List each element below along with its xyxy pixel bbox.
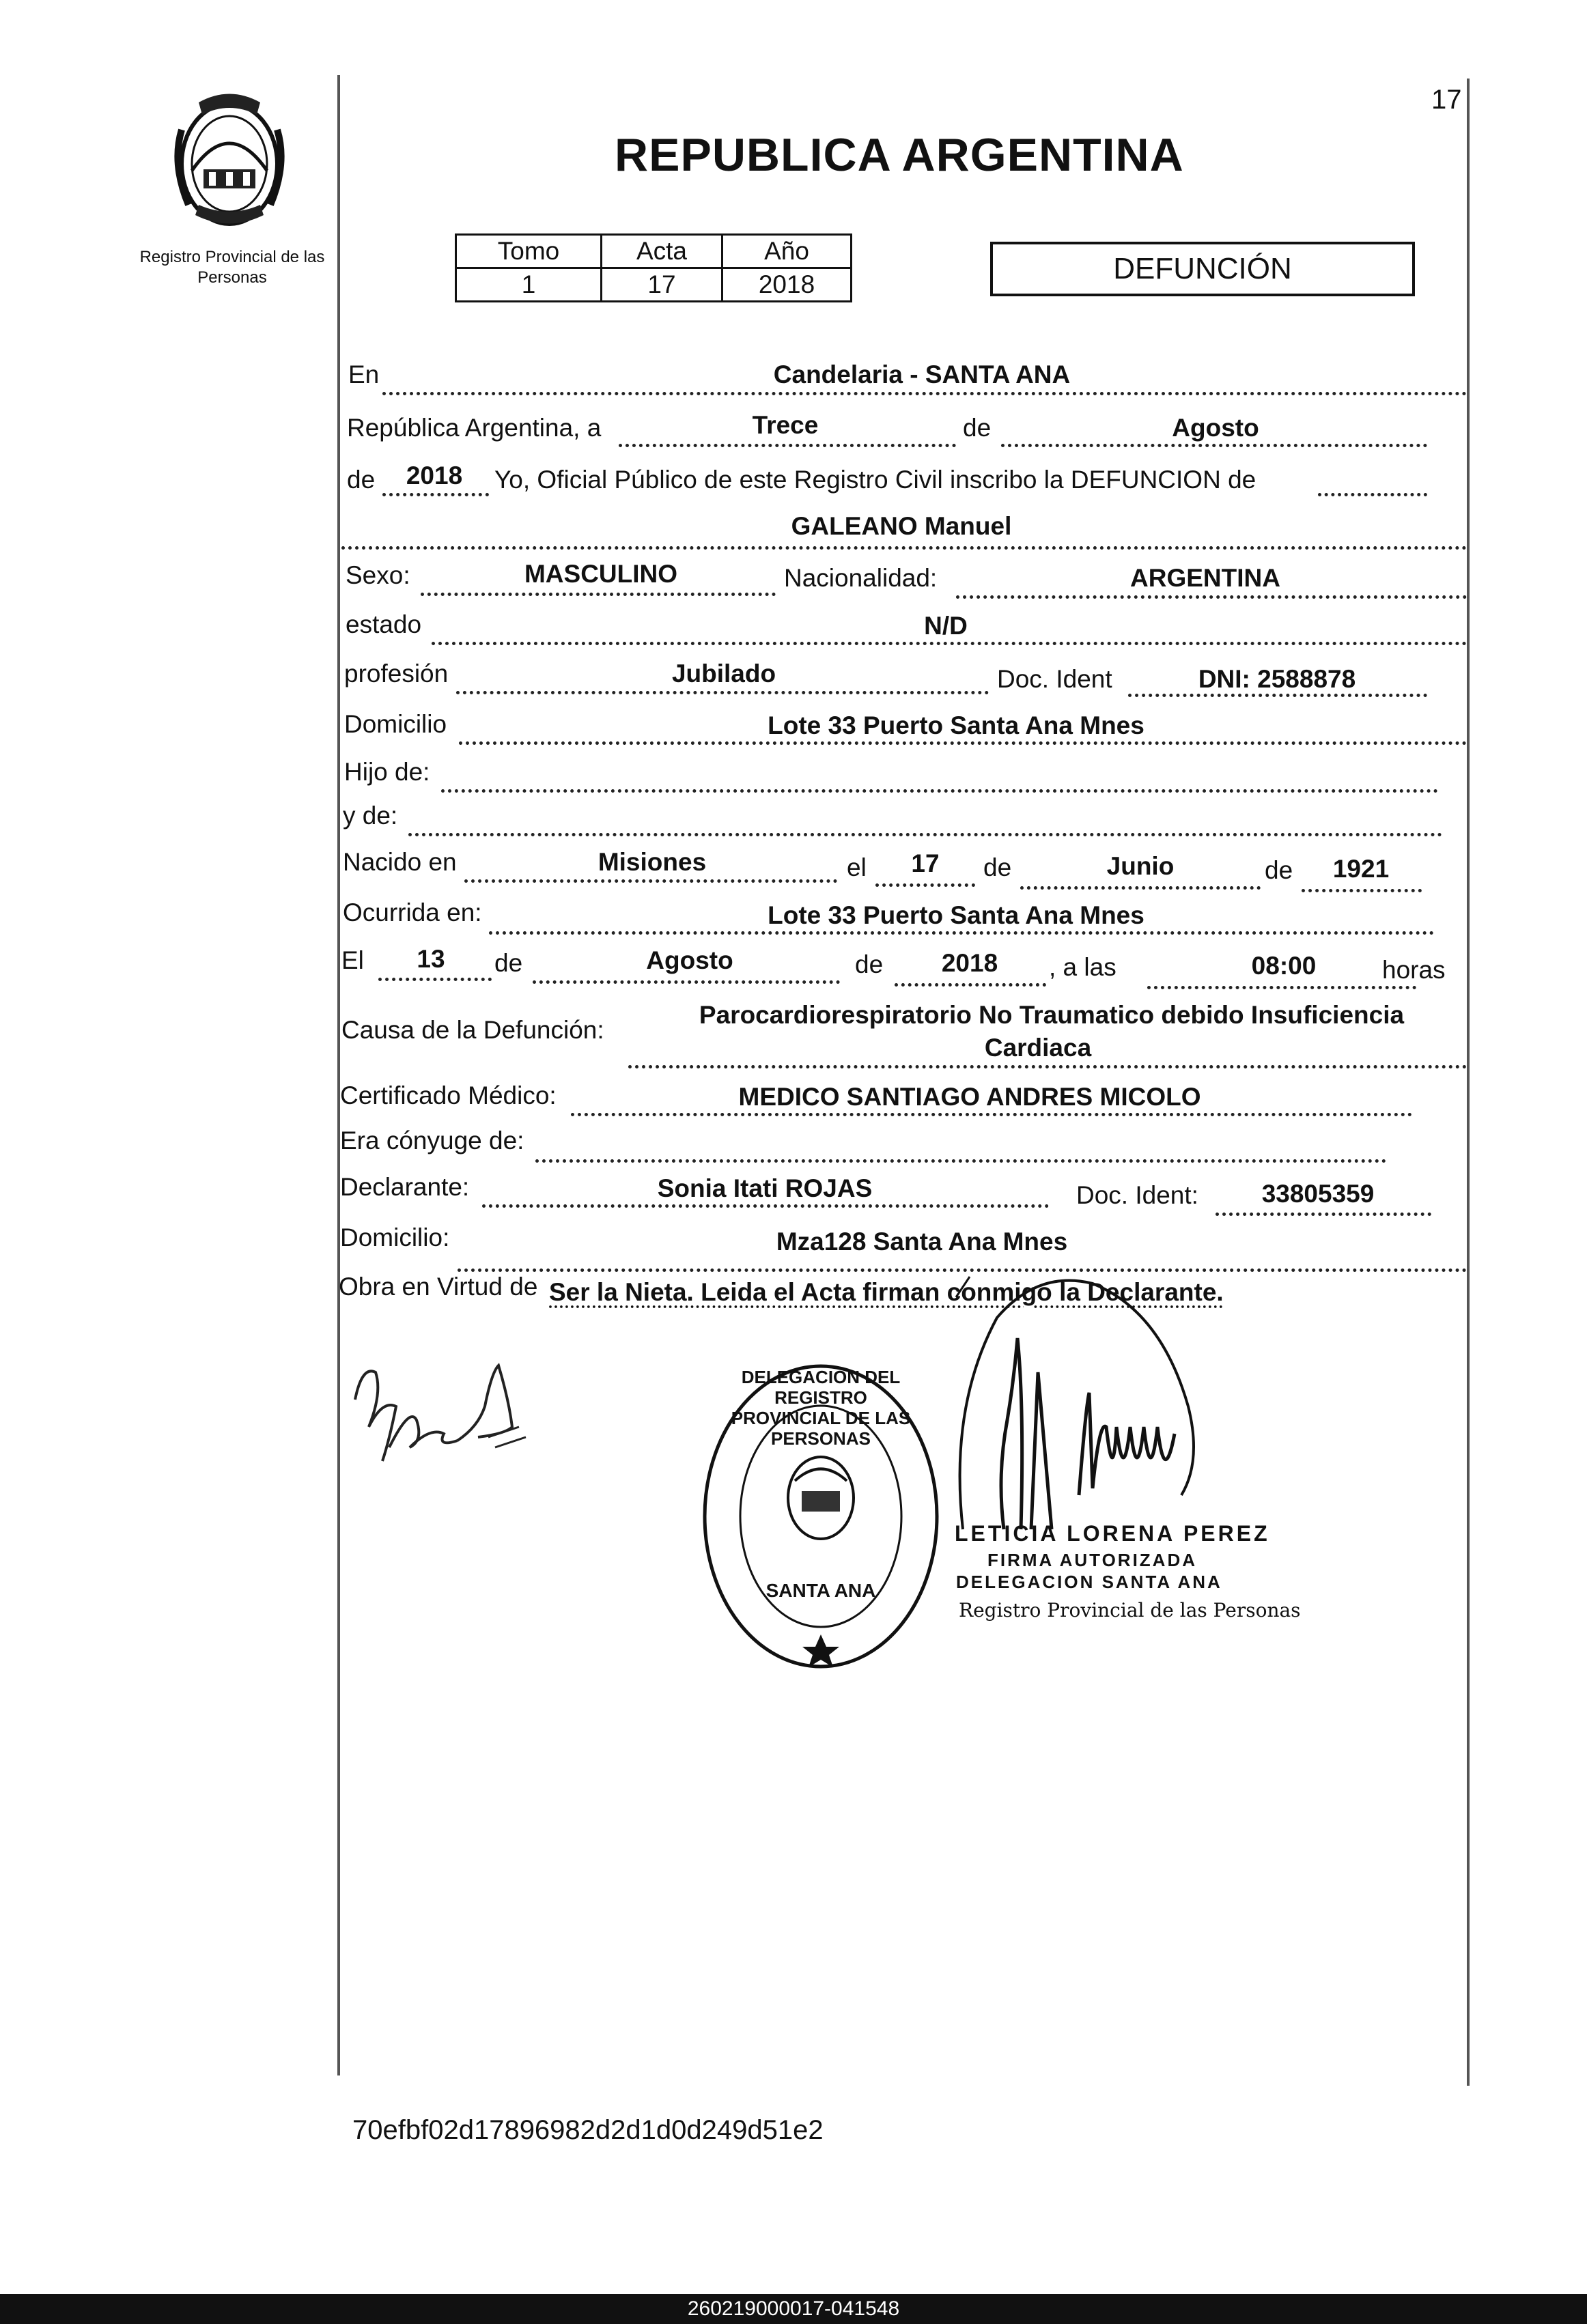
table-header-tomo: Tomo — [456, 235, 602, 268]
registry-number-table — [455, 233, 852, 302]
left-margin-line — [337, 75, 340, 2075]
label-de-3: de — [983, 853, 1012, 881]
label-hijo-de: Hijo de: — [344, 758, 430, 786]
value-dia: Trece — [752, 411, 819, 439]
label-en: En — [348, 360, 380, 388]
label-estado: estado — [346, 610, 422, 638]
value-nacido-dia: 17 — [911, 849, 940, 877]
label-a-las: , a las — [1049, 953, 1116, 981]
value-declarante: Sonia Itati ROJAS — [657, 1174, 873, 1202]
label-domicilio-2: Domicilio: — [340, 1223, 450, 1251]
label-sexo: Sexo: — [346, 561, 410, 589]
label-nacionalidad: Nacionalidad: — [784, 564, 938, 592]
province-coat-of-arms-logo — [161, 89, 298, 236]
stamp-line3: DELEGACION SANTA ANA — [956, 1572, 1222, 1592]
delegation-seal — [699, 1361, 942, 1671]
label-causa: Causa de la Defunción: — [341, 1016, 604, 1044]
value-profesion: Jubilado — [671, 660, 776, 688]
label-domicilio: Domicilio — [344, 710, 447, 738]
value-mes: Agosto — [1172, 414, 1259, 442]
document-title: REPUBLICA ARGENTINA — [615, 129, 1184, 181]
label-de-2: de — [347, 466, 376, 494]
value-nacido-anio: 1921 — [1332, 855, 1390, 883]
value-nacido-mes: Junio — [1106, 852, 1175, 880]
value-obra: Ser la Nieta. Leida el Acta firman conmigo la Declarante. — [549, 1278, 1224, 1306]
label-conyuge: Era cónyuge de: — [340, 1126, 524, 1154]
value-nacido-lugar: Misiones — [598, 848, 707, 876]
stamp-name: LETICIA LORENA PEREZ — [955, 1521, 1270, 1546]
label-doc-ident: Doc. Ident — [997, 665, 1112, 693]
value-certificado: MEDICO SANTIAGO ANDRES MICOLO — [738, 1083, 1201, 1111]
stamp-line2: FIRMA AUTORIZADA — [987, 1550, 1198, 1570]
footer-id-bar: 260219000017-041548 — [0, 2294, 1587, 2324]
label-de-1: de — [963, 414, 992, 442]
value-def-dia: 13 — [417, 945, 445, 973]
registry-caption: Registro Provincial de las Personas — [139, 248, 325, 287]
value-anio: 2018 — [406, 462, 463, 490]
value-def-hora: 08:00 — [1251, 952, 1317, 980]
table-header-acta: Acta — [602, 235, 722, 268]
label-el-cap: El — [341, 946, 364, 974]
value-estado: N/D — [924, 612, 968, 640]
table-value-tomo: 1 — [456, 268, 602, 302]
label-yo: Yo, Oficial Público de este Registro Civil inscribo la DEFUNCION de — [494, 466, 1256, 494]
label-de-4: de — [1265, 856, 1293, 884]
value-sexo: MASCULINO — [524, 560, 678, 588]
label-obra: Obra en Virtud de — [339, 1273, 538, 1301]
label-horas: horas — [1382, 956, 1446, 984]
value-nombre: GALEANO Manuel — [791, 512, 1012, 540]
value-nacionalidad: ARGENTINA — [1130, 564, 1280, 592]
right-margin-line — [1467, 79, 1470, 2086]
label-declarante: Declarante: — [340, 1173, 470, 1201]
page-number: 17 — [1431, 85, 1462, 115]
label-de-5: de — [494, 949, 523, 977]
seal-ring-text: DELEGACION DEL REGISTRO PROVINCIAL DE LAS PERSONAS — [731, 1367, 911, 1449]
table-header-anio: Año — [722, 235, 852, 268]
label-nacido-en: Nacido en — [343, 848, 457, 876]
value-dni: DNI: 2588878 — [1198, 665, 1356, 693]
registrar-signature — [341, 1345, 546, 1509]
label-y-de: y de: — [343, 802, 398, 830]
label-doc-ident-2: Doc. Ident: — [1076, 1181, 1198, 1209]
value-causa-line2: Cardiaca — [984, 1034, 1092, 1062]
value-declarante-doc: 33805359 — [1261, 1180, 1375, 1208]
value-lugar: Candelaria - SANTA ANA — [773, 360, 1071, 388]
value-ocurrida: Lote 33 Puerto Santa Ana Mnes — [768, 901, 1144, 929]
value-causa-line1: Parocardiorespiratorio No Traumatico debido Insuficiencia — [699, 1001, 1405, 1029]
document-hash: 70efbf02d17896982d2d1d0d249d51e2 — [352, 2115, 824, 2145]
stamp-line4: Registro Provincial de las Personas — [959, 1599, 1301, 1621]
label-el: el — [847, 853, 867, 881]
value-def-mes: Agosto — [646, 946, 733, 974]
label-ocurrida-en: Ocurrida en: — [343, 898, 482, 926]
label-certificado: Certificado Médico: — [340, 1081, 557, 1109]
label-republica: República Argentina, a — [347, 414, 602, 442]
document-type-box: DEFUNCIÓN — [990, 242, 1415, 296]
value-domicilio: Lote 33 Puerto Santa Ana Mnes — [768, 711, 1144, 739]
label-profesion: profesión — [344, 660, 449, 688]
label-de-6: de — [855, 950, 884, 978]
value-declarante-domicilio: Mza128 Santa Ana Mnes — [776, 1228, 1068, 1256]
table-value-anio: 2018 — [722, 268, 852, 302]
seal-inner-text: SANTA ANA — [766, 1580, 876, 1601]
table-value-acta: 17 — [602, 268, 722, 302]
value-def-anio: 2018 — [941, 949, 998, 977]
